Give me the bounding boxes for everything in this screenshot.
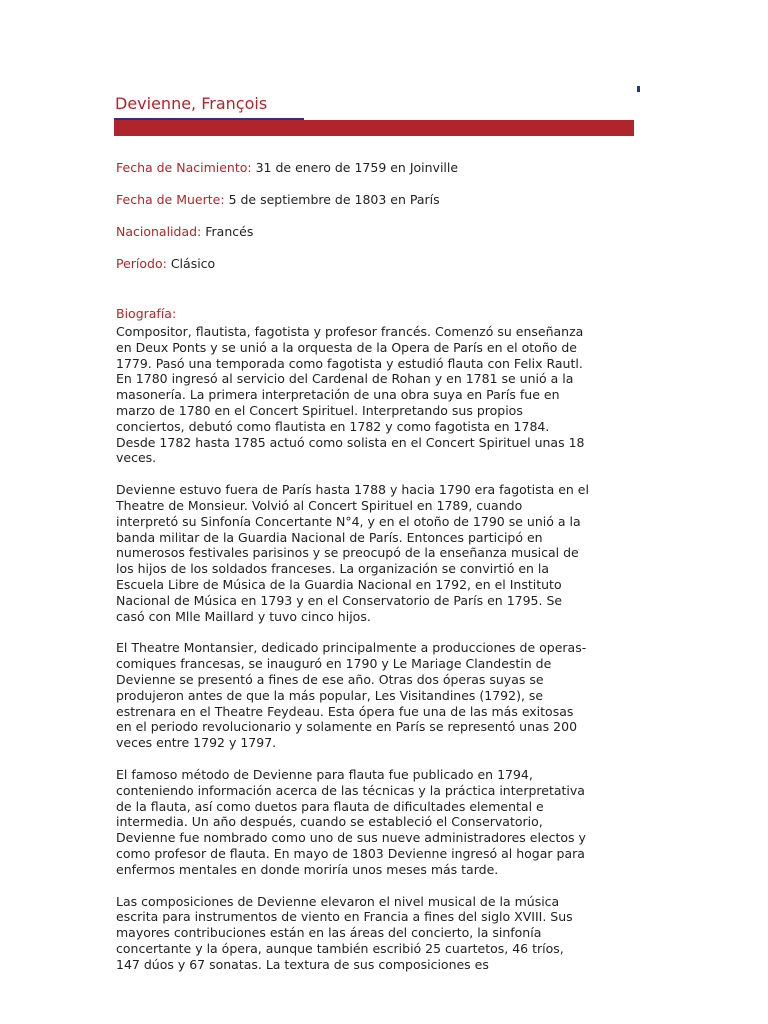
- biography-line: comiques francesas, se inauguró en 1790 y Le Mariage Clandestin de: [116, 656, 552, 672]
- biography-line: Desde 1782 hasta 1785 actuó como solista en el Concert Spirituel unas 18: [116, 434, 585, 450]
- biography-line: en Deux Ponts y se unió a la orquesta de la Opera de París en el otoño de: [116, 339, 577, 355]
- biography-paragraph-3: [116, 640, 616, 751]
- biography-line: Las composiciones de Devienne elevaron el nivel musical de la música: [116, 893, 560, 909]
- biography-line: escrita para instrumentos de viento en Francia a fines del siglo XVIII. Sus: [116, 909, 573, 925]
- biography-line: intermedia. Un año después, cuando se estableció el Conservatorio,: [116, 814, 543, 830]
- page-title: Devienne, François: [115, 94, 268, 113]
- title-bar: [114, 120, 634, 136]
- fact-death-value: 5 de septiembre de 1803 en París: [228, 192, 440, 207]
- biography-line: los hijos de los soldados franceses. La organización se convirtió en la: [116, 561, 550, 577]
- fact-birth-label: Fecha de Nacimiento:: [116, 160, 252, 175]
- fact-period: [116, 256, 215, 272]
- biography-line: mayores contribuciones están en las áreas del concierto, la sinfonía: [116, 925, 542, 941]
- biography-line: veces entre 1792 y 1797.: [116, 735, 277, 751]
- biography-line: concertante y la ópera, aunque también escribió 25 cuartetos, 46 tríos,: [116, 940, 564, 956]
- biography-line: Escuela Libre de Música de la Guardia Nacional en 1792, en el Instituto: [116, 576, 562, 592]
- corner-mark: [637, 86, 640, 92]
- biography-line: Compositor, flautista, fagotista y profesor francés. Comenzó su enseñanza: [116, 324, 584, 339]
- fact-death-label: Fecha de Muerte:: [116, 192, 225, 207]
- biography-paragraph-4: [116, 767, 616, 878]
- biography-line: Nacional de Música en 1793 y en el Conservatorio de París en 1795. Se: [116, 592, 563, 608]
- biography-line: Devienne se presentó a fines de ese año. Otras dos óperas suyas se: [116, 671, 544, 687]
- biography-line: conciertos, debutó como flautista en 1782 y como fagotista en 1784.: [116, 418, 550, 434]
- biography-paragraph-2: [116, 482, 616, 624]
- biography-line: Theatre de Monsieur. Volvió al Concert Spirituel en 1789, cuando: [116, 497, 523, 513]
- fact-birth-value: 31 de enero de 1759 en Joinville: [255, 160, 459, 175]
- biography-line: como profesor de flauta. En mayo de 1803 Devienne ingresó al hogar para: [116, 845, 585, 861]
- biography-line: casó con Mlle Maillard y tuvo cinco hijos.: [116, 608, 371, 624]
- biography-line: produjeron antes de que la más popular, Les Visitandines (1792), se: [116, 687, 544, 703]
- biography-line: El Theatre Montansier, dedicado principalmente a producciones de operas-: [116, 640, 587, 656]
- biography-line: enfermos mentales en donde moriría unos meses más tarde.: [116, 861, 499, 877]
- biography-line: El famoso método de Devienne para flauta fue publicado en 1794,: [116, 766, 533, 782]
- biography-line: en el periodo revolucionario y solamente en París se representó unas 200: [116, 719, 578, 735]
- biography-line: 1779. Pasó una temporada como fagotista y estudió flauta con Felix Rautl.: [116, 355, 583, 371]
- fact-period-value: Clásico: [170, 256, 216, 271]
- fact-nationality: [116, 224, 253, 240]
- biography-line: marzo de 1780 en el Concert Spirituel. Interpretando sus propios: [116, 402, 523, 418]
- biography-line: numerosos festivales parisinos y se preocupó de la enseñanza musical de: [116, 545, 579, 561]
- biography-line: En 1780 ingresó al servicio del Cardenal de Rohan y en 1781 se unió a la: [116, 371, 574, 387]
- biography-line: Devienne fue nombrado como uno de sus nueve administradores electos y: [116, 830, 586, 846]
- biography-paragraph-1: [116, 324, 616, 466]
- biography-line: conteniendo información acerca de las técnicas y la práctica interpretativa: [116, 782, 585, 798]
- fact-period-label: Período:: [116, 256, 167, 271]
- fact-birth: [116, 160, 458, 176]
- biography-line: masonería. La primera interpretación de una obra suya en París fue en: [116, 387, 560, 403]
- biography-line: 147 dúos y 67 sonatas. La textura de sus composiciones es: [116, 956, 489, 972]
- biography-line: interpretó su Sinfonía Concertante N°4, y en el otoño de 1790 se unió a la: [116, 513, 581, 529]
- biography-line: estrenara en el Theatre Feydeau. Esta ópera fue una de las más exitosas: [116, 703, 574, 719]
- fact-death: [116, 192, 440, 208]
- fact-nationality-value: Francés: [205, 224, 254, 239]
- biography-line: veces.: [116, 450, 157, 466]
- biography-heading: Biografía:: [116, 306, 177, 321]
- biography-text: [116, 324, 616, 988]
- biography-line: Devienne estuvo fuera de París hasta 1788 y hacia 1790 era fagotista en el: [116, 482, 589, 498]
- fact-nationality-label: Nacionalidad:: [116, 224, 202, 239]
- biography-paragraph-5: [116, 894, 616, 973]
- biography-line: banda militar de la Guardia Nacional de París. Entonces participó en: [116, 529, 543, 545]
- biography-line: de la flauta, así como duetos para flauta de dificultades elemental e: [116, 798, 544, 814]
